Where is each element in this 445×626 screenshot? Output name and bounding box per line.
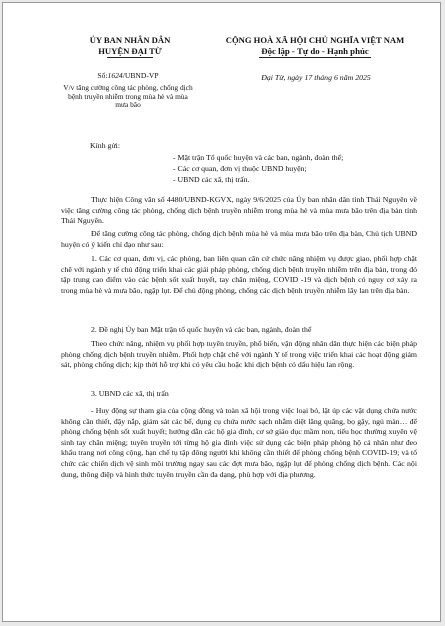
document-number-value: 1624 bbox=[107, 71, 123, 80]
recipient-item: - UBND các xã, thị trấn. bbox=[173, 174, 250, 184]
nation-name: CỘNG HOÀ XÃ HỘI CHỦ NGHĨA VIỆT NAM bbox=[225, 35, 405, 45]
agency-name-line1: ỦY BAN NHÂN DÂN bbox=[89, 35, 171, 45]
document-subject: V/v tăng cường công tác phòng, chống dịch bệnh truyền nhiễm trong mùa hè và mùa mưa bão bbox=[63, 83, 193, 110]
recipient-item: - Các cơ quan, đơn vị thuộc UBND huyện; bbox=[173, 163, 307, 173]
motto-underline bbox=[259, 57, 371, 58]
issuing-agency-block bbox=[61, 35, 199, 58]
greeting: Kính gửi: bbox=[90, 141, 120, 150]
motto: Độc lập - Tự do - Hạnh phúc bbox=[261, 45, 369, 56]
paragraph-directive-intro: Để tăng cường công tác phòng, chống dịch bệnh mùa hè và mùa mưa bão trên địa bàn, Chủ tịch UBND huyện có ý kiến chỉ đạo như sau: bbox=[61, 229, 417, 249]
paragraph-basis: Thực hiện Công văn số 4480/UBND-KGVX, ngày 9/6/2025 của Ủy ban nhân dân tỉnh Thái Nguyên về việc tăng cường công tác phòng, chống dịch bệnh truyền nhiễm trong mùa hè và mùa mưa bão trên địa bàn tỉnh Thái Nguyên. bbox=[61, 195, 417, 226]
paragraph-item-2: Theo chức năng, nhiệm vụ phối hợp tuyên truyền, phổ biến, vận động nhân dân thực hiện các biện pháp phòng chống dịch bệnh truyền nhiễm. Phối hợp chặt chẽ với ngành Y tế trong việc triển khai các hoạt động giám sát, phòng chống dịch; kịp thời hỗ trợ khi có yêu cầu hoặc khi dịch bệnh có dấu hiệu lan rộng. bbox=[61, 339, 417, 370]
recipient-list bbox=[173, 153, 343, 185]
paragraph-item-1: 1. Các cơ quan, đơn vị, các phòng, ban liên quan căn cứ chức năng nhiệm vụ được giao, phối hợp chặt chẽ với ngành y tế chủ động triển khai các giải pháp phòng, chống dịch bệnh truyền nhiễm trên địa bàn, trong đó tập trung cao điểm vào các bệnh sốt xuất huyết, tay chân miệng, COVID -19 và dịch bệnh có nguy cơ xảy ra trong mùa hè và mưa bão, ngập lụt. Để chủ động phòng, chống các dịch bệnh truyền nhiễm lây lan trên địa bàn. bbox=[61, 254, 417, 295]
date-line: Đại Từ, ngày 17 tháng 6 năm 2025 bbox=[261, 73, 371, 82]
heading-item-2: 2. Đề nghị Ủy ban Mặt trận tổ quốc huyện và các ban, ngành, đoàn thể bbox=[91, 325, 312, 334]
recipient-item: - Mặt trận Tổ quốc huyện và các ban, ngành, đoàn thể; bbox=[173, 153, 344, 162]
agency-underline bbox=[107, 57, 153, 58]
paragraph-item-3: - Huy động sự tham gia của cộng đồng và toàn xã hội trong việc loại bỏ, lật úp các vật dụng chứa nước không cần thiết, đậy nắp, giám sát các bể, dụng cụ chứa nước sạch nhằm diệt lăng quăng, bọ gậy, ngủ màn… để phòng chống bệnh sốt xuất huyết; hướng dẫn các hộ gia đình, cơ sở giáo dục mầm non, tiểu học thường xuyên vệ sinh tay chân miệng; tuyên truyền tới từng hộ gia đình việc sử dụng các biện pháp phòng hộ cá nhân như đeo khẩu trang nơi công cộng, hạn chế tụ tập đông người khi không cần thiết để phòng chống bệnh COVID-19; và tổ chức các chiến dịch vệ sinh môi trường ngay sau các đợt mưa bão, ngập lụt để phòng chống dịch bệnh. Các nội dung, thông điệp và hình thức tuyên truyền cần đa dạng, phù hợp với địa phương. bbox=[61, 406, 417, 479]
agency-name-line2: HUYỆN ĐẠI TỪ bbox=[98, 45, 162, 56]
document-page bbox=[2, 2, 441, 622]
document-number: Số:1624/UBND-VP bbox=[97, 71, 159, 80]
heading-item-3: 3. UBND các xã, thị trấn bbox=[91, 389, 169, 398]
national-motto-block bbox=[209, 35, 421, 58]
